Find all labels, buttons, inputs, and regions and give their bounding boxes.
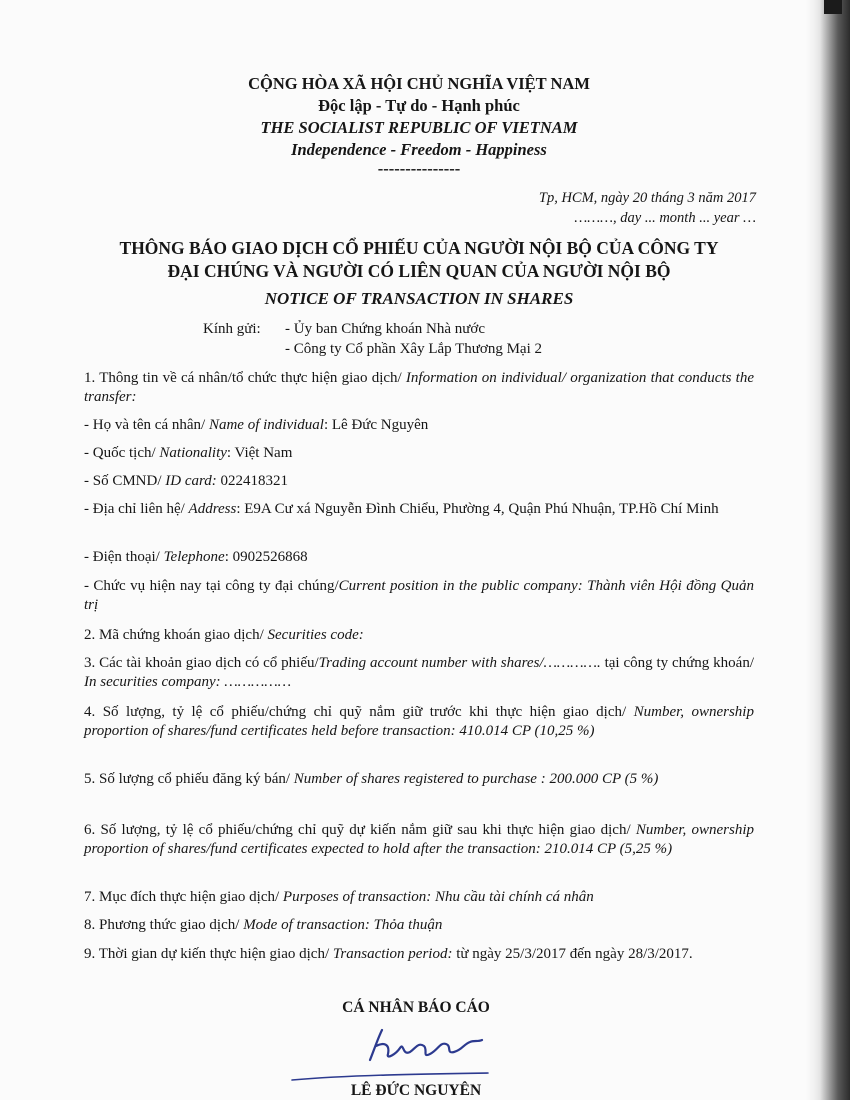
recipients-label: Kính gửi: [203,321,261,337]
section-4: 4. Số lượng, tỷ lệ cổ phiếu/chứng chỉ quỹ nắm giữ trước khi thực hiện giao dịch/ Number, ownership proportion of shares/fund certificates held before transaction: 410.014 CP (10,25 %) [84,704,754,739]
section-8: 8. Phương thức giao dịch/ Mode of transaction: Thỏa thuận [84,917,443,933]
recipient-2: - Công ty Cổ phần Xây Lắp Thương Mại 2 [285,341,543,357]
section-7: 7. Mục đích thực hiện giao dịch/ Purposes of transaction: Nhu cầu tài chính cá nhân [84,889,594,905]
field-position: - Chức vụ hiện nay tại công ty đại chúng/Current position in the public company: Thành viên Hội đồng Quản trị [84,578,755,613]
field-name: - Họ và tên cá nhân/ Name of individual: Lê Đức Nguyên [84,417,429,433]
signatory-name: LÊ ĐỨC NGUYÊN [350,1082,482,1099]
recipients [203,319,542,359]
title-en: NOTICE OF TRANSACTION IN SHARES [264,289,574,308]
section-6: 6. Số lượng, tỷ lệ cổ phiếu/chứng chỉ quỹ dự kiến nắm giữ sau khi thực hiện giao dịch/ Number, ownership proportion of shares/fund certificates expected to hold after the transaction: 210.014 CP (5,25 %) [84,822,754,857]
document-title [84,237,754,283]
national-header [84,73,754,177]
section-1: 1. Thông tin về cá nhân/tổ chức thực hiện giao dịch/ Information on individual/ organization that conducts the transfer: [84,370,754,405]
field-id-card: - Số CMND/ ID card: 022418321 [84,473,289,489]
header-divider: --------------- [377,159,461,178]
signature-title: CÁ NHÂN BÁO CÁO [342,999,490,1016]
field-nationality: - Quốc tịch/ Nationality: Việt Nam [84,445,293,461]
section-2: 2. Mã chứng khoán giao dịch/ Securities code: [84,627,364,643]
section-9: 9. Thời gian dự kiến thực hiện giao dịch/ Transaction period: từ ngày 25/3/2017 đến ngày 28/3/2017. [84,946,693,962]
title-line-2: ĐẠI CHÚNG VÀ NGƯỜI CÓ LIÊN QUAN CỦA NGƯỜI NỘI BỘ [167,261,671,281]
handwritten-signature [360,1020,490,1070]
date-vi: Tp, HCM, ngày 20 tháng 3 năm 2017 [538,190,756,206]
header-motto-vi: Độc lập - Tự do - Hạnh phúc [318,96,520,115]
recipient-1: - Ủy ban Chứng khoán Nhà nước [285,321,485,337]
header-country-en: THE SOCIALIST REPUBLIC OF VIETNAM [260,118,578,137]
header-country-vi: CỘNG HÒA XÃ HỘI CHỦ NGHĨA VIỆT NAM [248,74,590,93]
header-motto-en: Independence - Freedom - Happiness [291,140,547,159]
title-line-1: THÔNG BÁO GIAO DỊCH CỔ PHIẾU CỦA NGƯỜI NỘI BỘ CỦA CÔNG TY [119,238,719,258]
date-en: ………, day ... month ... year … [574,210,756,226]
field-telephone: - Điện thoại/ Telephone: 0902526868 [84,549,308,565]
scanner-edge [806,0,850,1100]
field-address: - Địa chỉ liên hệ/ Address: E9A Cư xá Nguyễn Đình Chiểu, Phường 4, Quận Phú Nhuận, TP.Hồ Chí Minh [84,501,719,517]
date-block [539,188,756,228]
section-3: 3. Các tài khoản giao dịch có cổ phiếu/Trading account number with shares/…………. tại công ty chứng khoán/ In securities company: …………… [84,655,754,690]
scanner-edge-notch [824,0,842,14]
section-5: 5. Số lượng cổ phiếu đăng ký bán/ Number of shares registered to purchase : 200.000 CP (5 %) [84,771,659,787]
